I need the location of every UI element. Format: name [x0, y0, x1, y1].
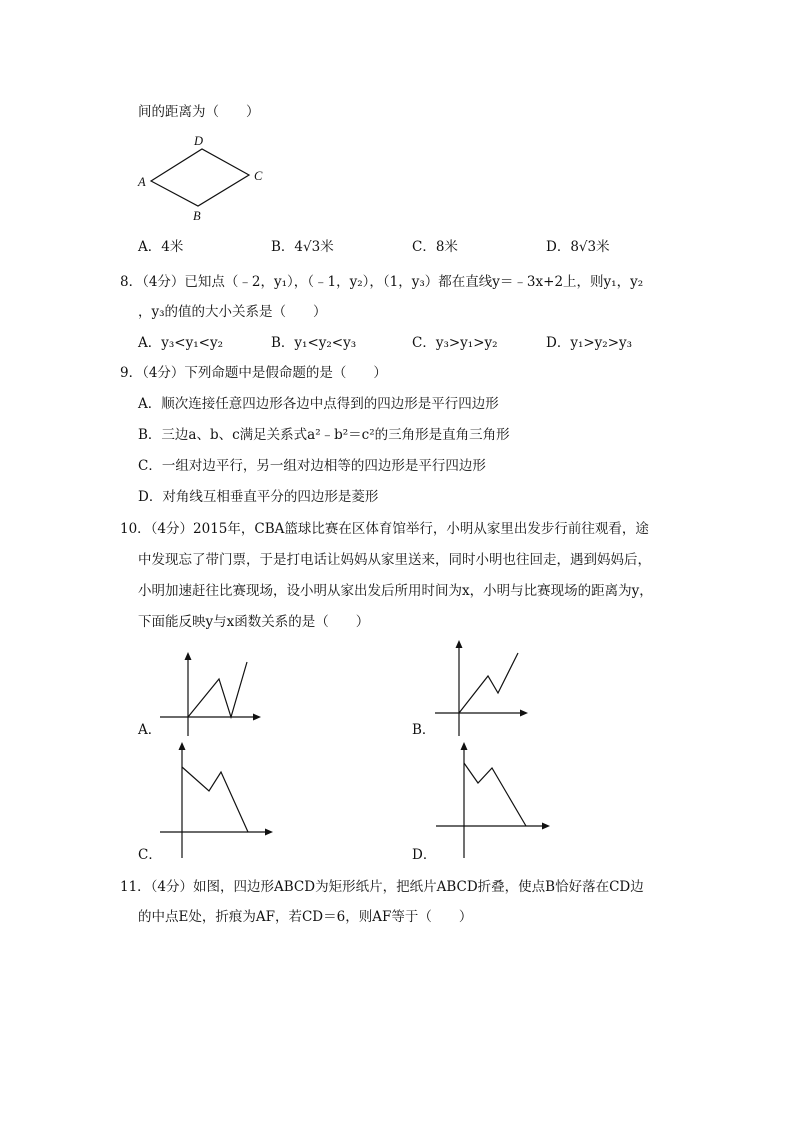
- graph-b: [430, 638, 540, 738]
- graph-a: [155, 648, 265, 738]
- q7-stem-tail: 间的距离为（ ）: [138, 104, 260, 120]
- q7-option-a: A．4米: [138, 239, 184, 255]
- graph-a-label: A．: [138, 722, 162, 738]
- rhombus-figure: [130, 130, 280, 225]
- label-c: C: [254, 169, 263, 183]
- q8-option-d: D．y₁>y₂>y₃: [546, 335, 633, 351]
- graph-a-curve: [188, 662, 247, 717]
- q8-option-b: B．y₁<y₂<y₃: [271, 335, 357, 351]
- graph-d-label: D．: [412, 847, 437, 863]
- q7-option-b: B．4√3米: [271, 239, 334, 255]
- q7-option-d: D．8√3米: [546, 239, 610, 255]
- graph-c-curve: [182, 767, 248, 832]
- rhombus-shape: [151, 149, 249, 206]
- q9-option-d: D．对角线互相垂直平分的四边形是菱形: [138, 489, 379, 505]
- graph-c: [150, 740, 275, 860]
- q9-option-b: B．三边a、b、c满足关系式a²﹣b²＝c²的三角形是直角三角形: [138, 427, 510, 443]
- q8-stem-line2: ，y₃的值的大小关系是（ ）: [138, 304, 327, 320]
- q8-stem-line1: 8．（4分）已知点（﹣2，y₁），（﹣1，y₂），（1，y₃）都在直线y＝﹣3x+2上，则y₁，y₂: [120, 274, 644, 290]
- q9-option-a: A．顺次连接任意四边形各边中点得到的四边形是平行四边形: [138, 396, 499, 412]
- q10-stem-line1: 10．（4分）2015年，CBA篮球比赛在区体育馆举行，小明从家里出发步行前往观看，途: [120, 521, 649, 537]
- q7-option-c: C．8米: [412, 239, 458, 255]
- graph-d-curve: [464, 763, 526, 826]
- q11-stem-line2: 的中点E处，折痕为AF，若CD＝6，则AF等于（ ）: [138, 909, 473, 925]
- label-b: B: [193, 209, 201, 223]
- q11-stem-line1: 11．（4分）如图，四边形ABCD为矩形纸片，把纸片ABCD折叠，使点B恰好落在CD边: [120, 879, 644, 895]
- q9-option-c: C．一组对边平行，另一组对边相等的四边形是平行四边形: [138, 458, 486, 474]
- graph-d: [430, 740, 555, 860]
- q8-option-a: A．y₃<y₁<y₂: [138, 335, 223, 351]
- q10-stem-line3: 小明加速赶往比赛现场，设小明从家出发后所用时间为x，小明与比赛现场的距离为y，: [138, 583, 653, 599]
- label-a: A: [138, 175, 146, 189]
- graph-b-curve: [459, 653, 518, 713]
- q10-stem-line2: 中发现忘了带门票，于是打电话让妈妈从家里送来，同时小明也往回走，遇到妈妈后，: [138, 552, 651, 568]
- graph-c-label: C．: [138, 847, 162, 863]
- q8-option-c: C．y₃>y₁>y₂: [412, 335, 498, 351]
- q9-stem: 9．（4分）下列命题中是假命题的是（ ）: [120, 365, 387, 381]
- q10-stem-line4: 下面能反映y与x函数关系的是（ ）: [138, 614, 370, 630]
- label-d: D: [194, 134, 204, 148]
- graph-b-label: B．: [412, 722, 436, 738]
